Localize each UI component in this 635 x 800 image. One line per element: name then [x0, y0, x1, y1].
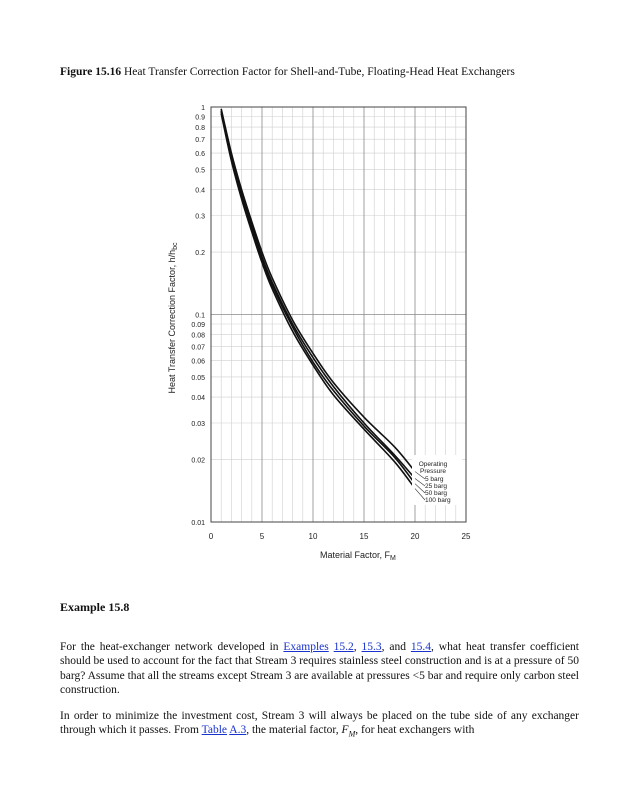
legend-entry: 5 barg: [425, 476, 444, 483]
series-line-100-barg: [221, 114, 415, 489]
example-paragraph-1: [60, 640, 579, 698]
x-axis-label: Material Factor, $F_M$: [320, 550, 396, 562]
text-run: , for heat exchangers with: [355, 724, 475, 737]
text-run: ,: [353, 641, 362, 653]
series-line-5-barg: [221, 109, 415, 472]
y-tick-label: 0.02: [191, 457, 205, 465]
link-15-2[interactable]: 15.2: [333, 641, 354, 653]
y-tick-label: 0.06: [191, 358, 205, 366]
y-tick-label: 0.04: [191, 395, 205, 403]
text-run: In order to minimize the investment cost, Stream 3 will always be placed on the tube side of any exchanger through which it passes. From: [60, 710, 579, 737]
y-tick-label: 0.6: [195, 151, 205, 159]
legend-title-line-1: Operating: [418, 461, 448, 468]
y-tick-label: 0.3: [195, 213, 205, 221]
text-run: , and: [381, 641, 411, 653]
y-tick-label: 0.1: [195, 312, 205, 320]
y-tick-label: 0.09: [191, 321, 205, 329]
link-a-3[interactable]: A.3: [229, 724, 247, 737]
series-line-25-barg: [221, 111, 415, 479]
figure-label: Figure 15.16: [60, 66, 122, 78]
y-tick-label: 0.9: [195, 114, 205, 122]
y-tick-label: 0.7: [195, 137, 205, 145]
legend-title-line-2: Pressure: [419, 468, 447, 475]
link-15-3[interactable]: 15.3: [361, 641, 382, 653]
example-paragraph-2: [60, 709, 579, 742]
x-tick-label: 5: [259, 532, 265, 541]
text-run: For the heat-exchanger network developed in: [60, 641, 284, 653]
variable-fm: $F_M$: [341, 724, 356, 739]
x-tick-label: 15: [359, 532, 369, 541]
y-tick-label: 0.05: [191, 374, 205, 382]
y-tick-label: 0.01: [191, 520, 205, 527]
y-tick-label: 0.07: [191, 344, 205, 352]
legend-entry: 50 barg: [425, 490, 448, 497]
x-tick-label: 10: [308, 532, 318, 541]
x-tick-label: 25: [461, 532, 471, 541]
example-heading: Example 15.8: [60, 600, 130, 614]
series-line-50-barg: [221, 112, 415, 484]
legend-entry: 25 barg: [425, 483, 448, 490]
y-axis-label: Heat Transfer Correction Factor, $h/h_{bc}$: [167, 242, 179, 394]
figure-title: Heat Transfer Correction Factor for Shell-and-Tube, Floating-Head Heat Exchangers: [124, 66, 515, 78]
x-tick-label: 0: [208, 532, 214, 541]
x-tick-labels: [209, 532, 471, 541]
legend-entry: 100 barg: [425, 497, 451, 504]
pressure-legend: [412, 455, 462, 505]
y-tick-label: 0.8: [195, 125, 205, 133]
link-table[interactable]: Table: [201, 724, 228, 737]
x-tick-label: 20: [410, 532, 420, 541]
link-15-4[interactable]: 15.4: [410, 641, 432, 653]
y-tick-label: 0.03: [191, 420, 205, 428]
y-tick-label: 0.08: [191, 332, 205, 340]
y-tick-label: 0.4: [195, 187, 205, 195]
y-tick-label: 1: [201, 105, 205, 112]
y-tick-labels: [191, 105, 205, 527]
text-run: , the material factor,: [246, 724, 342, 737]
y-tick-label: 0.2: [195, 250, 205, 258]
y-tick-label: 0.5: [195, 167, 205, 175]
link-examples[interactable]: Examples: [283, 641, 329, 653]
text-run: , what heat transfer coefficient should be used to account for the fact that Stream 3 requires stainless steel construction and is at a pressure of 50 barg? Assume that all the streams except Stream 3 are available at pressures <5 bar and require only carbon steel construction.: [60, 641, 579, 697]
series-lines: [221, 109, 415, 489]
